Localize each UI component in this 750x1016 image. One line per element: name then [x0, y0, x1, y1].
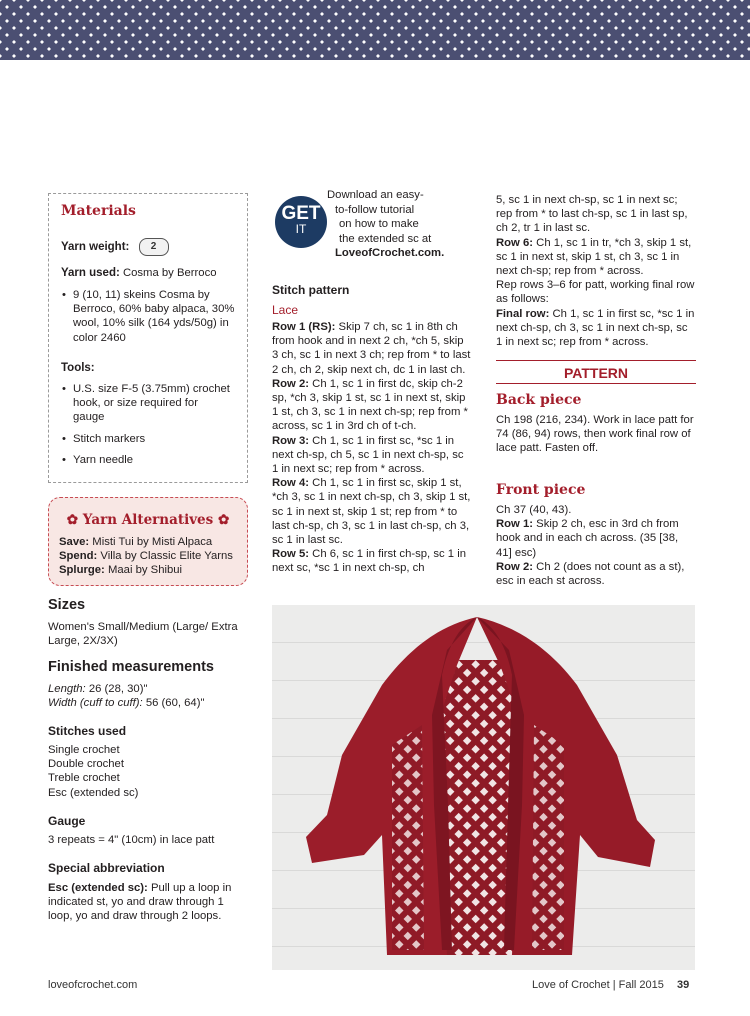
polka-dot-header-band [0, 0, 750, 60]
finished-measurements: Length: 26 (28, 30)" Width (cuff to cuff): 56 (60, 64)" [48, 683, 205, 710]
pattern-continued: 5, sc 1 in next ch-sp, sc 1 in next sc; rep from * to last ch-sp, sc 1 in last sp, ch 2, tr 1 in last sc. Row 6: Ch 1, sc 1 in tr, *ch 3, skip 1 st, sc 1 in next st, skip 1 st, ch 3, sc 1 in next ch-sp; rep from * across. Rep rows 3–6 for patt, working final row as follows: Final row: Ch 1, sc 1 in first sc, *sc 1 in next ch-sp, ch 3, sc 1 in next ch-sp, sc 1 in next sc; rep from * across. [496, 194, 695, 349]
get-it-link[interactable]: LoveofCrochet.com. [335, 247, 445, 259]
flower-icon: ✿ [217, 512, 230, 528]
yarn-used [61, 266, 241, 280]
special-abbreviation-text: Esc (extended sc): Pull up a loop in indicated st, yo and draw through 1 loop, yo and draw through 2 loops. [48, 882, 232, 923]
cardigan-photo [272, 605, 695, 970]
page-number: 39 [676, 979, 690, 991]
flower-icon: ✿ [66, 512, 79, 528]
stitches-list [48, 743, 238, 800]
get-it-badge-icon: GET IT [275, 196, 327, 248]
get-it-text: Download an easy- to-follow tutorial on how to make the extended sc at LoveofCrochet.com. [327, 188, 457, 261]
list-item: • U.S. size F-5 (3.75mm) crochet hook, or size required for gauge [61, 382, 231, 425]
back-piece-text: Ch 198 (216, 234). Work in lace patt for 74 (86, 94) rows, then work final row of lace patt. Fasten off. [496, 414, 694, 455]
yarn-list [61, 288, 236, 352]
special-abbreviation-title: Special abbreviation [48, 861, 165, 875]
tools-label: Tools: [61, 362, 95, 374]
alternatives-list [59, 535, 247, 578]
list-item: Treble crochet [48, 772, 120, 785]
list-item: • Yarn needle [61, 453, 231, 467]
gauge-title: Gauge [48, 814, 86, 828]
materials-box [48, 193, 248, 483]
list-item: Double crochet [48, 758, 124, 771]
sizes-text: Women's Small/Medium (Large/ Extra Large, 2X/3X) [48, 621, 238, 648]
alternative-row: Splurge: Maai by Shibui [59, 564, 183, 577]
yarn-weight-row [61, 238, 169, 256]
materials-title: Materials [61, 203, 136, 219]
pattern-row: Row 2: Ch 1, sc 1 in first dc, skip ch-2 sp, *ch 3, skip 1 st, sc 1 in next st, skip 1 st, ch 3, sc 1 in next ch-sp; rep from * across, sc 1 in 3rd ch of t-ch. [272, 377, 468, 433]
list-item: • Stitch markers [61, 432, 231, 446]
list-item: Esc (extended sc) [48, 786, 139, 799]
stitches-used-title: Stitches used [48, 724, 127, 738]
pattern-row: Row 5: Ch 6, sc 1 in first ch-sp, sc 1 in next sc, *sc 1 in next ch-sp, ch [272, 548, 466, 575]
finished-measurements-title: Finished measurements [48, 659, 214, 675]
sizes-title: Sizes [48, 597, 86, 613]
yarn-alternatives-heading [49, 512, 247, 528]
stitch-pattern-subtitle: Lace [272, 303, 299, 317]
alternative-row: Spend: Villa by Classic Elite Yarns [59, 550, 233, 563]
alternative-row: Save: Misti Tui by Misti Alpaca [59, 536, 213, 548]
pattern-row: Row 1 (RS): Skip 7 ch, sc 1 in 8th ch from hook and in next 2 ch, *ch 5, skip 3 ch, sc 1 in next 3 ch; rep from * to last 2 ch, ch 2, skip next ch, dc 1 in last ch. [272, 321, 471, 376]
back-piece-title: Back piece [496, 392, 582, 408]
yarn-alternatives-box [48, 497, 248, 586]
front-piece-title: Front piece [496, 482, 586, 498]
gauge-text: 3 repeats = 4" (10cm) in lace patt [48, 834, 215, 846]
footer-website: loveofcrochet.com [48, 979, 138, 991]
front-piece-text: Ch 37 (40, 43). Row 1: Skip 2 ch, esc in 3rd ch from hook and in each ch across. (35 [38, 41] esc) Row 2: Ch 2 (does not count as a st), esc in each st across. [496, 504, 685, 588]
footer-issue: Love of Crochet | Fall 2015 39 [532, 979, 690, 991]
stitch-pattern-title: Stitch pattern [272, 283, 350, 297]
tools-list [61, 382, 231, 474]
list-item: • 9 (10, 11) skeins Cosma by Berroco, 60% baby alpaca, 30% wool, 10% silk (164 yds/50g) in color 2460 [61, 288, 236, 345]
yarn-used-value: Cosma by Berroco [119, 267, 217, 279]
yarn-weight-icon: 2 [139, 238, 169, 256]
pattern-heading: PATTERN [496, 360, 696, 384]
stitch-pattern-rows [272, 320, 472, 576]
pattern-row: Row 4: Ch 1, sc 1 in first sc, skip 1 st, *ch 3, sc 1 in next ch-sp, ch 3, skip 1 st, sc 1 in next st, skip 1 st; rep from * to last ch-sp, ch 3, sc 1 in last ch-sp, ch 3, sc 1 in last sc. [272, 477, 471, 547]
yarn-alternatives-title: Yarn Alternatives [82, 512, 214, 528]
list-item: Single crochet [48, 744, 120, 756]
yarn-used-label: Yarn used: [61, 267, 120, 279]
yarn-weight-label: Yarn weight: [61, 241, 130, 254]
pattern-row: Row 3: Ch 1, sc 1 in first sc, *sc 1 in next ch-sp, ch 5, sc 1 in next ch-sp, sc 1 in next sc; rep from * across. [272, 434, 464, 476]
